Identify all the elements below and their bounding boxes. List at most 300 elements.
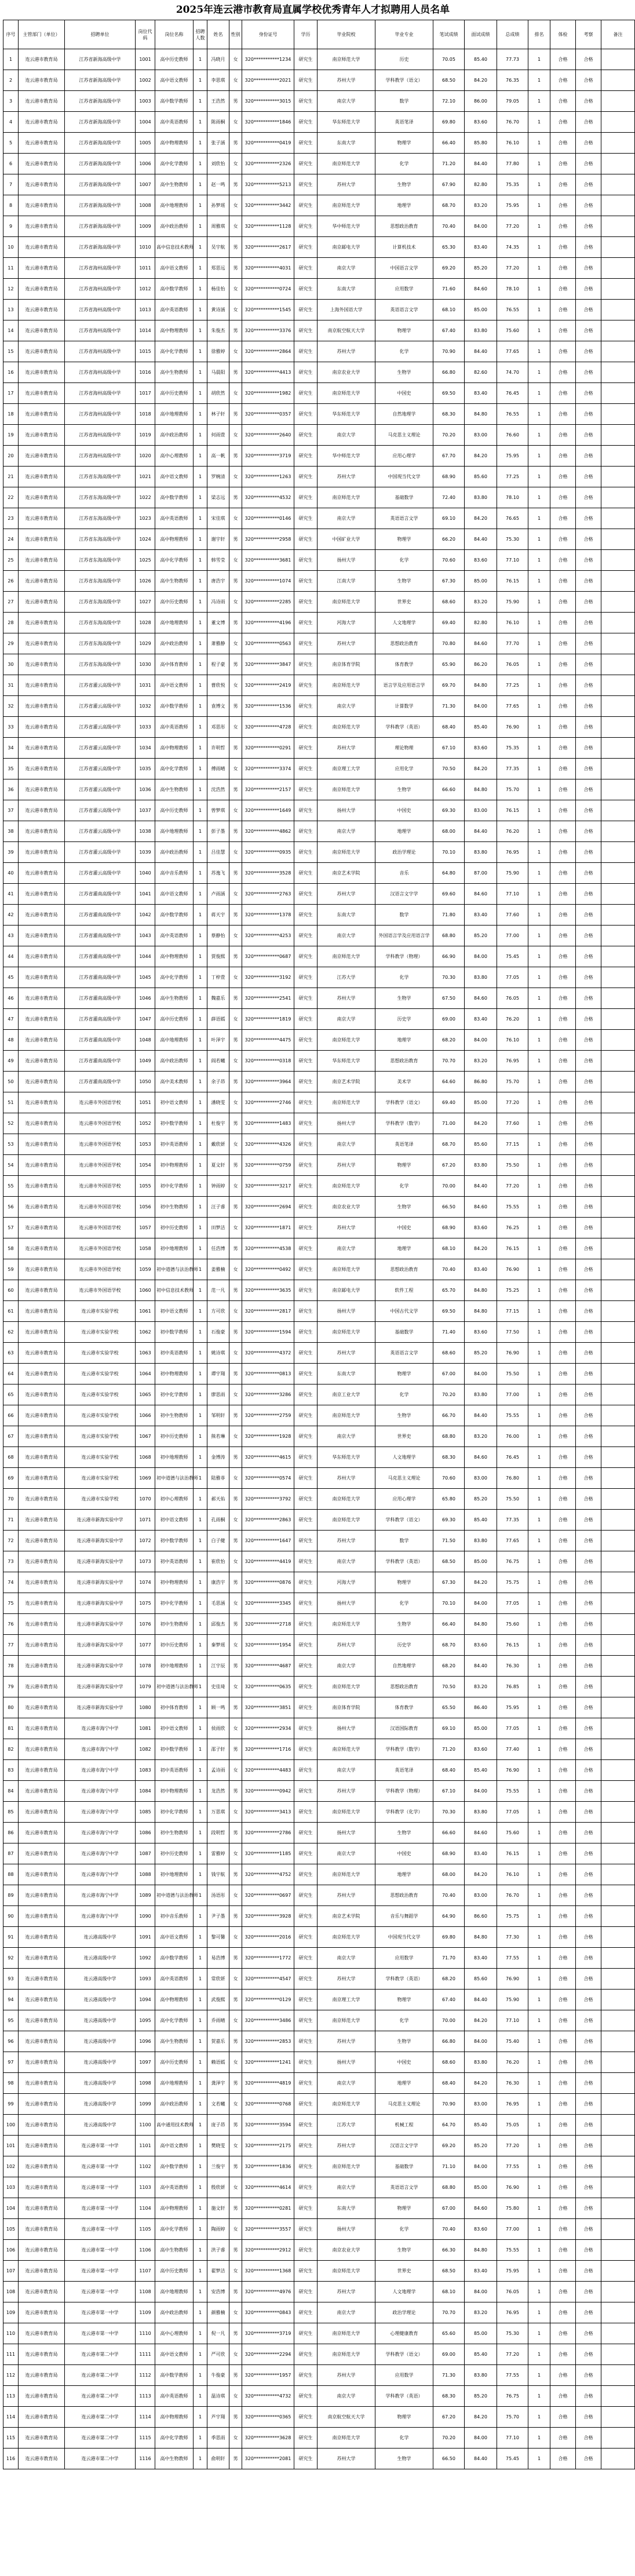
table-cell: 35	[3, 759, 19, 779]
table-cell: 58	[3, 1238, 19, 1259]
table-cell: 75.45	[497, 946, 528, 967]
table-cell: 68.30	[433, 404, 465, 425]
table-cell: 1	[528, 1551, 550, 1572]
table-cell: 1	[528, 2177, 550, 2198]
table-cell	[601, 133, 635, 154]
table-cell: 连云港市教育局	[19, 1051, 65, 1072]
table-cell: 23	[3, 508, 19, 529]
table-cell: 1	[528, 487, 550, 508]
table-cell: 江苏省海州高级中学	[65, 425, 136, 446]
table-cell: 南京大学	[318, 2177, 375, 2198]
table-cell: 合格	[550, 842, 576, 863]
table-cell: 连云港市教育局	[19, 1113, 65, 1134]
table-cell	[601, 550, 635, 571]
table-row	[3, 404, 635, 425]
table-cell: 68.40	[433, 2073, 465, 2094]
table-cell: 研究生	[294, 1697, 318, 1718]
table-cell: 初中英语教师	[155, 1760, 194, 1781]
table-cell: 罗婉清	[207, 467, 229, 487]
table-cell: 研究生	[294, 237, 318, 258]
table-cell: 研究生	[294, 1656, 318, 1677]
table-cell: 连云港市第二中学	[65, 2344, 136, 2365]
table-cell: 51	[3, 1092, 19, 1113]
table-cell: 1006	[136, 154, 155, 174]
table-cell: 1	[194, 1364, 207, 1384]
table-cell: 70.70	[433, 2302, 465, 2323]
table-cell: 49	[3, 1051, 19, 1072]
table-cell: 初中化学教师	[155, 1176, 194, 1197]
table-cell: 高中音乐教师	[155, 863, 194, 884]
table-cell: 77.10	[497, 884, 528, 905]
table-cell: 1	[528, 2052, 550, 2073]
table-cell: 93	[3, 1969, 19, 1990]
table-cell: 高中历史教师	[155, 2052, 194, 2073]
table-cell: 高中化学教师	[155, 759, 194, 779]
table-cell: 86.60	[465, 1906, 497, 1927]
table-cell: 1044	[136, 946, 155, 967]
table-cell: 合格	[576, 1990, 601, 2010]
table-cell: 连云港高级中学	[65, 2031, 136, 2052]
table-cell: 江苏省灌云高级中学	[65, 717, 136, 738]
table-cell: 1	[528, 2302, 550, 2323]
table-cell: 高中英语教师	[155, 717, 194, 738]
table-cell	[601, 1364, 635, 1384]
table-cell: 84.00	[465, 1593, 497, 1614]
table-cell: 合格	[576, 2031, 601, 2052]
table-cell: 江苏省海州高级中学	[65, 320, 136, 341]
table-cell: 研究生	[294, 550, 318, 571]
table-cell: 女	[229, 508, 242, 529]
table-cell: 75.50	[497, 1489, 528, 1510]
table-cell	[601, 863, 635, 884]
table-cell: 男	[229, 2156, 242, 2177]
table-cell: 84.60	[465, 884, 497, 905]
table-cell: 320***********2934	[242, 1718, 294, 1739]
table-cell: 研究生	[294, 2261, 318, 2282]
table-cell: 1	[194, 884, 207, 905]
table-cell: 女	[229, 1551, 242, 1572]
table-cell: 70.50	[433, 759, 465, 779]
table-cell: 77.35	[497, 1510, 528, 1531]
table-cell: 高中地理教师	[155, 195, 194, 216]
table-cell: 女	[229, 1259, 242, 1280]
table-cell: 女	[229, 1677, 242, 1697]
table-cell: 1050	[136, 1072, 155, 1092]
table-cell: 1090	[136, 1906, 155, 1927]
table-cell: 连云港市教育局	[19, 237, 65, 258]
table-cell: 41	[3, 884, 19, 905]
table-cell: 1	[528, 1697, 550, 1718]
table-cell: 83.40	[465, 905, 497, 926]
table-cell: 连云港市新海实验中学	[65, 1697, 136, 1718]
table-cell: 116	[3, 2449, 19, 2469]
table-cell: 85.00	[465, 1092, 497, 1113]
table-cell	[601, 1760, 635, 1781]
table-cell: 江苏省海州高级中学	[65, 279, 136, 300]
table-cell: 化学	[375, 2428, 433, 2449]
table-cell: 南京农业大学	[318, 1197, 375, 1218]
table-cell: 1	[528, 1218, 550, 1238]
table-cell: 扬州大学	[318, 800, 375, 821]
table-cell: 世界史	[375, 1426, 433, 1447]
table-cell: 103	[3, 2177, 19, 2198]
table-cell: 1	[194, 2386, 207, 2407]
table-cell: 76.10	[497, 133, 528, 154]
table-cell: 政治学理论	[375, 2302, 433, 2323]
table-cell: 石俊豪	[207, 1322, 229, 1343]
table-cell: 连云港市教育局	[19, 2428, 65, 2449]
table-cell: 苏州大学	[318, 1781, 375, 1802]
table-cell: 连云港市教育局	[19, 1468, 65, 1489]
table-cell: 68.90	[433, 1218, 465, 1238]
table-cell: 生物学	[375, 2031, 433, 2052]
table-row	[3, 1948, 635, 1969]
table-cell: 江苏省灌云高级中学	[65, 800, 136, 821]
table-cell: 连云港市教育局	[19, 592, 65, 613]
table-cell: 合格	[576, 529, 601, 550]
table-cell	[601, 1322, 635, 1343]
table-cell: 1	[528, 1739, 550, 1760]
table-cell: 男	[229, 2031, 242, 2052]
table-cell: 高中政治教师	[155, 2094, 194, 2115]
table-cell: 合格	[576, 1343, 601, 1364]
table-cell: 83.00	[465, 1468, 497, 1489]
table-cell: 合格	[550, 2282, 576, 2302]
table-cell: 1093	[136, 1969, 155, 1990]
table-cell: 合格	[550, 1864, 576, 1885]
table-cell: 江苏省新海高级中学	[65, 133, 136, 154]
table-cell: 连云港市外国语学校	[65, 1280, 136, 1301]
table-cell: 320***********1128	[242, 216, 294, 237]
table-cell: 连云港市教育局	[19, 362, 65, 383]
table-cell: 1	[194, 633, 207, 654]
table-cell: 1114	[136, 2407, 155, 2428]
table-cell: 85.00	[465, 2177, 497, 2198]
table-cell: 南京体育学院	[318, 654, 375, 675]
table-cell: 66.30	[433, 2240, 465, 2261]
table-cell: 连云港市外国语学校	[65, 1092, 136, 1113]
table-cell	[601, 1656, 635, 1677]
table-cell: 南京师范大学	[318, 2156, 375, 2177]
table-cell: 高中历史教师	[155, 49, 194, 70]
table-cell: 女	[229, 1510, 242, 1531]
table-cell: 研究生	[294, 1489, 318, 1510]
table-cell: 高中地理教师	[155, 613, 194, 633]
table-cell: 生物学	[375, 174, 433, 195]
table-cell: 南京大学	[318, 1426, 375, 1447]
table-cell: 生物学	[375, 1614, 433, 1635]
table-cell: 南京师范大学	[318, 1405, 375, 1426]
table-cell: 1	[194, 1823, 207, 1843]
table-cell: 1047	[136, 1009, 155, 1030]
table-cell: 南京工业大学	[318, 1384, 375, 1405]
table-cell: 84.80	[465, 1927, 497, 1948]
table-cell: 男	[229, 821, 242, 842]
table-cell: 南京大学	[318, 1009, 375, 1030]
table-cell: 1007	[136, 174, 155, 195]
table-cell: 合格	[550, 174, 576, 195]
table-cell: 合格	[550, 1760, 576, 1781]
table-cell: 83.00	[465, 800, 497, 821]
document-title: 2025年连云港市教育局直属学校优秀青年人才拟聘用人员名单	[176, 4, 450, 16]
table-cell: 11	[3, 258, 19, 279]
table-cell: 79	[3, 1677, 19, 1697]
table-cell: 初中历史教师	[155, 1635, 194, 1656]
table-cell: 合格	[576, 1155, 601, 1176]
table-cell: 研究生	[294, 633, 318, 654]
table-cell: 方可欣	[207, 1301, 229, 1322]
table-cell: 1	[194, 1990, 207, 2010]
table-cell: 合格	[576, 1614, 601, 1635]
table-cell: 男	[229, 654, 242, 675]
table-cell: 高中化学教师	[155, 967, 194, 988]
table-cell: 83.20	[465, 592, 497, 613]
table-cell: 研究生	[294, 779, 318, 800]
table-cell: 76.65	[497, 508, 528, 529]
table-cell: 1	[528, 696, 550, 717]
table-row	[3, 2073, 635, 2094]
table-cell: 马晨阳	[207, 362, 229, 383]
table-cell: 1	[528, 258, 550, 279]
table-cell: 1046	[136, 988, 155, 1009]
table-cell: 研究生	[294, 1405, 318, 1426]
table-cell: 合格	[576, 821, 601, 842]
table-cell: 初中生物教师	[155, 1405, 194, 1426]
table-cell: 华东师范大学	[318, 404, 375, 425]
table-cell: 320***********0419	[242, 133, 294, 154]
table-cell: 114	[3, 2407, 19, 2428]
table-cell: 77.60	[497, 1113, 528, 1134]
table-cell	[601, 1384, 635, 1405]
table-cell: 1	[528, 1760, 550, 1781]
table-row	[3, 592, 635, 613]
table-cell: 1	[528, 2282, 550, 2302]
table-row	[3, 1364, 635, 1384]
table-cell: 1	[194, 988, 207, 1009]
table-cell: 1	[194, 1885, 207, 1906]
table-cell: 颜雅楠	[207, 2302, 229, 2323]
table-cell: 女	[229, 1635, 242, 1656]
table-cell: 1070	[136, 1489, 155, 1510]
table-cell: 女	[229, 675, 242, 696]
column-header: 学历	[294, 20, 318, 49]
table-cell: 连云港高级中学	[65, 2115, 136, 2136]
table-row	[3, 467, 635, 487]
table-cell: 连云港市教育局	[19, 1572, 65, 1593]
table-cell: 1067	[136, 1426, 155, 1447]
table-cell: 47	[3, 1009, 19, 1030]
table-cell: 连云港市海宁中学	[65, 1885, 136, 1906]
table-cell: 连云港市第一中学	[65, 2219, 136, 2240]
table-cell: 合格	[576, 696, 601, 717]
table-cell: 南京大学	[318, 508, 375, 529]
table-cell: 1092	[136, 1948, 155, 1969]
table-cell: 77.55	[497, 1948, 528, 1969]
table-cell: 1	[194, 800, 207, 821]
table-cell: 江苏省灌南高级中学	[65, 884, 136, 905]
table-cell: 1042	[136, 905, 155, 926]
table-cell: 76.25	[497, 1218, 528, 1238]
table-cell: 合格	[576, 1405, 601, 1426]
table-cell: 320***********4532	[242, 487, 294, 508]
table-cell: 1071	[136, 1510, 155, 1531]
table-cell: 男	[229, 404, 242, 425]
table-cell: 高中英语教师	[155, 112, 194, 133]
table-cell: 江苏省灌南高级中学	[65, 926, 136, 946]
table-cell: 1	[194, 1635, 207, 1656]
table-cell: 合格	[576, 1009, 601, 1030]
table-cell: 物理学	[375, 1155, 433, 1176]
table-cell: 南京大学	[318, 1134, 375, 1155]
table-cell: 学科教学（英语）	[375, 1969, 433, 1990]
table-cell: 1	[528, 1384, 550, 1405]
column-header: 笔试成绩	[433, 20, 465, 49]
table-cell: 徐雅婷	[207, 341, 229, 362]
table-cell	[601, 91, 635, 112]
table-cell: 廖思雨	[207, 1384, 229, 1405]
table-row	[3, 383, 635, 404]
column-header: 毕业专业	[375, 20, 433, 49]
table-cell: 思想政治教育	[375, 633, 433, 654]
table-cell: 67.10	[433, 1781, 465, 1802]
table-cell: 女	[229, 842, 242, 863]
table-cell: 320***********1074	[242, 571, 294, 592]
table-cell: 39	[3, 842, 19, 863]
table-cell: 连云港市教育局	[19, 800, 65, 821]
table-cell: 吴宇航	[207, 237, 229, 258]
table-cell: 化学	[375, 2010, 433, 2031]
table-cell: 物理学	[375, 1572, 433, 1593]
table-cell: 73	[3, 1551, 19, 1572]
table-cell: 连云港市教育局	[19, 1322, 65, 1343]
table-cell: 320***********1716	[242, 1739, 294, 1760]
table-cell: 1	[528, 1176, 550, 1197]
table-cell: 合格	[576, 2198, 601, 2219]
table-cell: 研究生	[294, 1051, 318, 1072]
table-cell: 1	[528, 2407, 550, 2428]
table-cell: 57	[3, 1218, 19, 1238]
table-cell: 连云港市教育局	[19, 946, 65, 967]
table-cell: 37	[3, 800, 19, 821]
table-cell: 连云港市教育局	[19, 926, 65, 946]
table-cell: 1	[194, 1343, 207, 1364]
table-row	[3, 258, 635, 279]
table-cell: 初中地理教师	[155, 1238, 194, 1259]
table-cell: 1	[194, 1301, 207, 1322]
table-cell: 1	[528, 2073, 550, 2094]
table-cell: 1	[194, 1489, 207, 1510]
table-cell: 连云港市教育局	[19, 70, 65, 91]
table-cell: 合格	[576, 863, 601, 884]
table-cell: 1	[194, 2240, 207, 2261]
table-cell: 1018	[136, 404, 155, 425]
table-cell: 高中物理教师	[155, 946, 194, 967]
table-cell	[601, 2010, 635, 2031]
table-cell: 75.35	[497, 174, 528, 195]
table-cell: 美术学	[375, 1072, 433, 1092]
table-cell: 84.00	[465, 2156, 497, 2177]
table-cell	[601, 1301, 635, 1322]
table-cell: 80	[3, 1697, 19, 1718]
table-cell: 连云港市教育局	[19, 154, 65, 174]
table-cell: 1	[528, 2344, 550, 2365]
table-cell: 连云港市教育局	[19, 91, 65, 112]
column-header: 招聘人数	[194, 20, 207, 49]
table-cell: 女	[229, 154, 242, 174]
table-cell: 中国矿业大学	[318, 529, 375, 550]
table-cell: 68.00	[433, 821, 465, 842]
table-cell: 1	[194, 2261, 207, 2282]
table-cell: 应用心理学	[375, 446, 433, 467]
table-cell: 76.75	[497, 1551, 528, 1572]
table-cell: 合格	[576, 49, 601, 70]
table-cell: 75.90	[497, 1990, 528, 2010]
table-cell: 连云港市教育局	[19, 1802, 65, 1823]
table-cell: 83.80	[465, 487, 497, 508]
table-cell: 1	[194, 1656, 207, 1677]
table-cell: 1	[528, 1426, 550, 1447]
table-cell	[601, 1969, 635, 1990]
table-cell: 连云港市教育局	[19, 1218, 65, 1238]
table-cell: 连云港市教育局	[19, 1823, 65, 1843]
table-cell: 合格	[576, 1113, 601, 1134]
table-cell: 连云港市第二中学	[65, 2428, 136, 2449]
table-cell	[601, 1697, 635, 1718]
table-cell: 合格	[576, 1092, 601, 1113]
table-cell: 84.00	[465, 2428, 497, 2449]
table-cell: 69.60	[433, 884, 465, 905]
table-cell: 物理学	[375, 1990, 433, 2010]
table-cell	[601, 821, 635, 842]
table-cell: 中国史	[375, 383, 433, 404]
table-cell: 85.20	[465, 2136, 497, 2156]
table-row	[3, 2240, 635, 2261]
table-cell: 1	[194, 717, 207, 738]
table-cell: 合格	[576, 613, 601, 633]
table-cell: 白子健	[207, 1531, 229, 1551]
table-cell: 男	[229, 1447, 242, 1468]
table-row	[3, 2365, 635, 2386]
table-cell: 男	[229, 905, 242, 926]
table-cell: 71.60	[433, 279, 465, 300]
table-cell: 连云港市第一中学	[65, 2302, 136, 2323]
table-cell: 合格	[576, 279, 601, 300]
table-cell: 66	[3, 1405, 19, 1426]
table-cell: 77.00	[497, 1384, 528, 1405]
table-cell: 苏州大学	[318, 633, 375, 654]
table-cell: 陈雨桐	[207, 112, 229, 133]
table-cell: 320***********3557	[242, 2219, 294, 2240]
table-cell: 102	[3, 2156, 19, 2177]
table-cell: 1	[194, 467, 207, 487]
table-cell	[601, 884, 635, 905]
table-cell: 初中物理教师	[155, 1364, 194, 1384]
table-cell: 连云港市海宁中学	[65, 1760, 136, 1781]
table-cell: 合格	[550, 550, 576, 571]
table-cell: 连云港市教育局	[19, 1531, 65, 1551]
table-row	[3, 863, 635, 884]
table-row	[3, 696, 635, 717]
table-cell: 温诗琪	[207, 2386, 229, 2407]
table-cell: 68.70	[433, 1635, 465, 1656]
table-cell: 合格	[550, 1990, 576, 2010]
table-cell: 华中师范大学	[318, 216, 375, 237]
table-cell	[601, 800, 635, 821]
table-cell: 研究生	[294, 1072, 318, 1092]
table-cell: 1108	[136, 2282, 155, 2302]
table-cell: 1	[528, 2136, 550, 2156]
table-cell: 77.05	[497, 1718, 528, 1739]
